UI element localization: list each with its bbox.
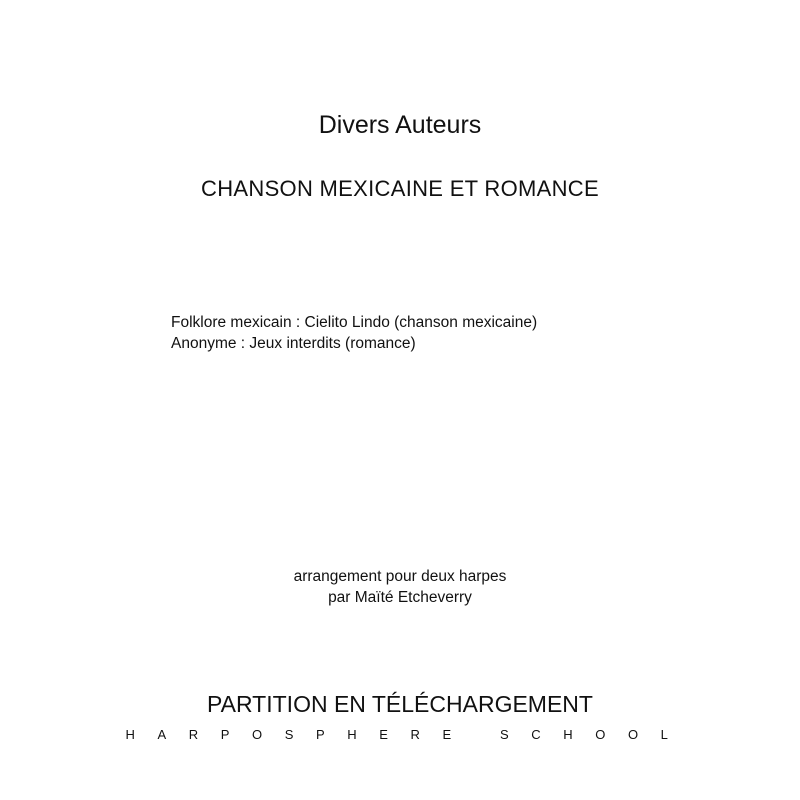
- publisher-brand: HARPOSPHERE SCHOOL: [125, 727, 691, 742]
- download-label: PARTITION EN TÉLÉCHARGEMENT: [207, 691, 593, 717]
- author-line: Divers Auteurs: [318, 111, 482, 139]
- arranger-line: par Maïté Etcheverry: [328, 589, 472, 606]
- arrangement-line: arrangement pour deux harpes: [293, 568, 507, 585]
- score-title: CHANSON MEXICAINE ET ROMANCE: [201, 176, 599, 201]
- contents-item: Anonyme : Jeux interdits (romance): [171, 335, 416, 352]
- arrangement-credit: [0, 566, 800, 608]
- contents-item: Folklore mexicain : Cielito Lindo (chanson mexicaine): [171, 314, 538, 331]
- contents-list: [171, 312, 537, 354]
